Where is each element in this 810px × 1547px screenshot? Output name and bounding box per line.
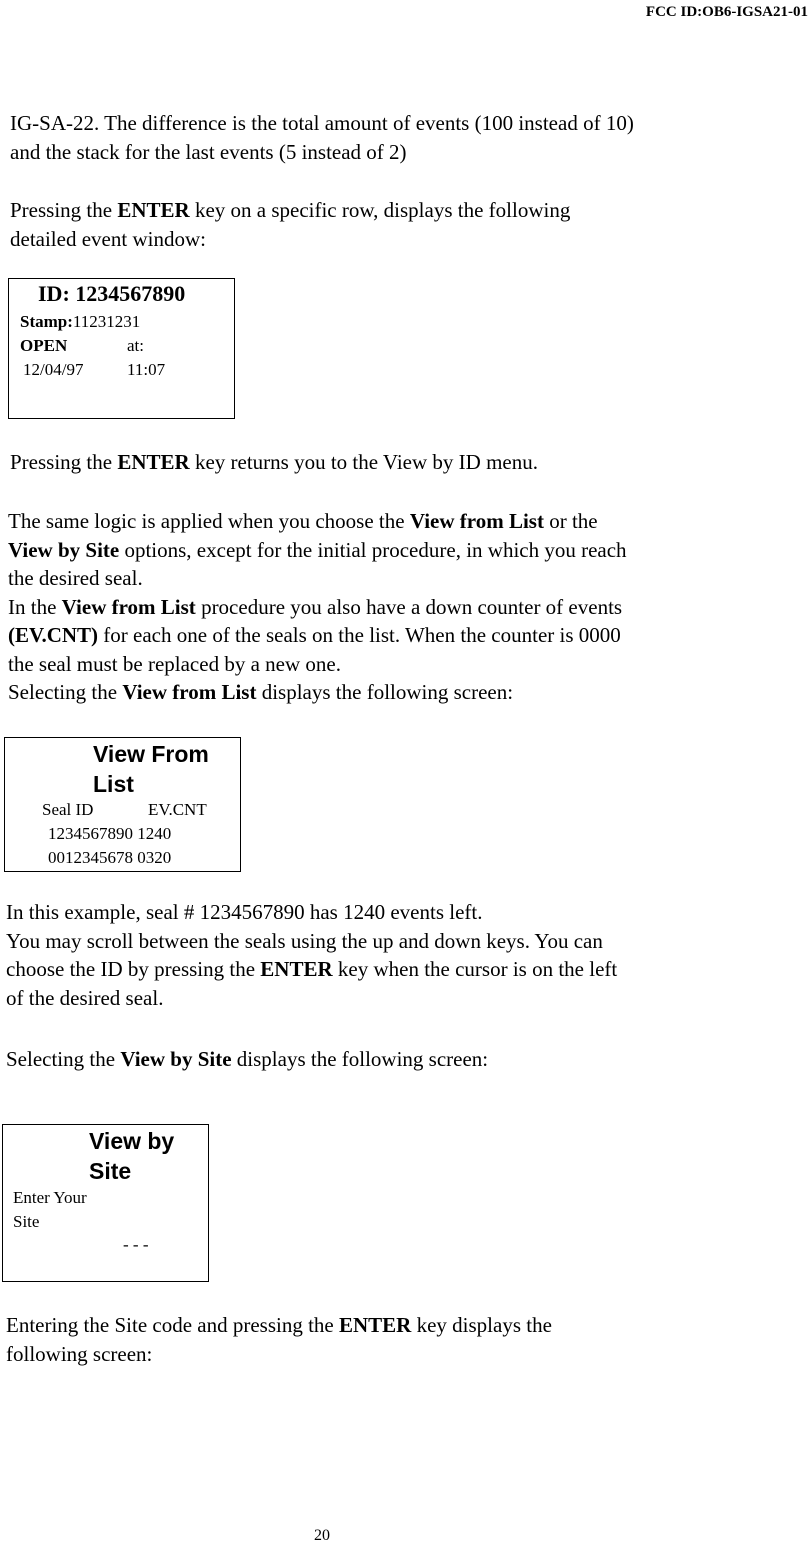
text-line: following screen: xyxy=(6,1341,153,1366)
view-by-site-screen xyxy=(2,1124,209,1282)
text-line: of the desired seal. xyxy=(6,985,164,1010)
text-line: IG-SA-22. The difference is the total amount of events (100 instead of 10) xyxy=(10,111,634,135)
stamp-line: Stamp:11231231 xyxy=(20,312,141,331)
paragraph-enter-returns xyxy=(10,448,538,477)
text-line: (EV.CNT) for each one of the seals on the list. When the counter is 0000 xyxy=(8,623,621,647)
text-line: Pressing the ENTER key returns you to the View by ID menu. xyxy=(10,450,538,474)
screen-title: View by Site xyxy=(89,1128,175,1184)
text-line: detailed event window: xyxy=(10,226,206,251)
event-time: 11:07 xyxy=(127,360,166,379)
text-line: Entering the Site code and pressing the ENTER key displays the xyxy=(6,1313,552,1337)
text-line: The same logic is applied when you choose the View from List or the xyxy=(8,509,598,533)
event-count: 0320 xyxy=(137,848,172,867)
text-line: Selecting the View from List displays the following screen: xyxy=(8,680,514,704)
paragraph-view-by-site xyxy=(6,1045,488,1074)
view-from-list-screen xyxy=(4,737,241,872)
event-date: 12/04/97 xyxy=(23,360,84,379)
text-line: You may scroll between the seals using the up and down keys. You can xyxy=(6,928,603,953)
event-status: OPEN xyxy=(20,336,68,355)
text-line: and the stack for the last events (5 instead of 2) xyxy=(10,139,407,164)
paragraph-entering-site xyxy=(6,1311,552,1368)
paragraph-example xyxy=(6,898,617,1012)
column-header-seal-id: Seal ID xyxy=(42,800,94,819)
screen-title: View From List xyxy=(93,741,209,797)
page-number: 20 xyxy=(314,1527,330,1544)
text-line: View by Site options, except for the initial procedure, in which you reach xyxy=(8,537,627,562)
site-code-input[interactable]: - - - xyxy=(123,1235,149,1254)
text-line: Pressing the ENTER key on a specific row, displays the following xyxy=(10,198,571,222)
paragraph-intro xyxy=(10,109,634,166)
list-item[interactable] xyxy=(48,848,171,868)
text-line: Selecting the View by Site displays the following screen: xyxy=(6,1047,489,1071)
paragraph-enter-row xyxy=(10,196,570,253)
text-line: In this example, seal # 1234567890 has 1240 events left. xyxy=(6,900,483,924)
site-prompt: Enter Your Site xyxy=(13,1188,87,1231)
event-id: ID: 1234567890 xyxy=(38,281,186,306)
text-line: In the View from List procedure you also have a down counter of events xyxy=(8,594,623,619)
text-line: choose the ID by pressing the ENTER key when the cursor is on the left xyxy=(6,957,618,981)
seal-id: 1234567890 xyxy=(48,824,133,843)
fcc-id-header: FCC ID:OB6-IGSA21-01 xyxy=(645,4,808,20)
event-count: 1240 xyxy=(137,824,172,843)
list-item[interactable] xyxy=(48,824,171,844)
text-line: the seal must be replaced by a new one. xyxy=(8,651,341,676)
seal-id: 0012345678 xyxy=(48,848,133,867)
column-header-ev-cnt: EV.CNT xyxy=(148,800,207,819)
paragraph-logic xyxy=(8,507,627,707)
event-detail-window xyxy=(8,278,235,419)
text-line: the desired seal. xyxy=(8,566,143,590)
at-label: at: xyxy=(127,336,144,355)
